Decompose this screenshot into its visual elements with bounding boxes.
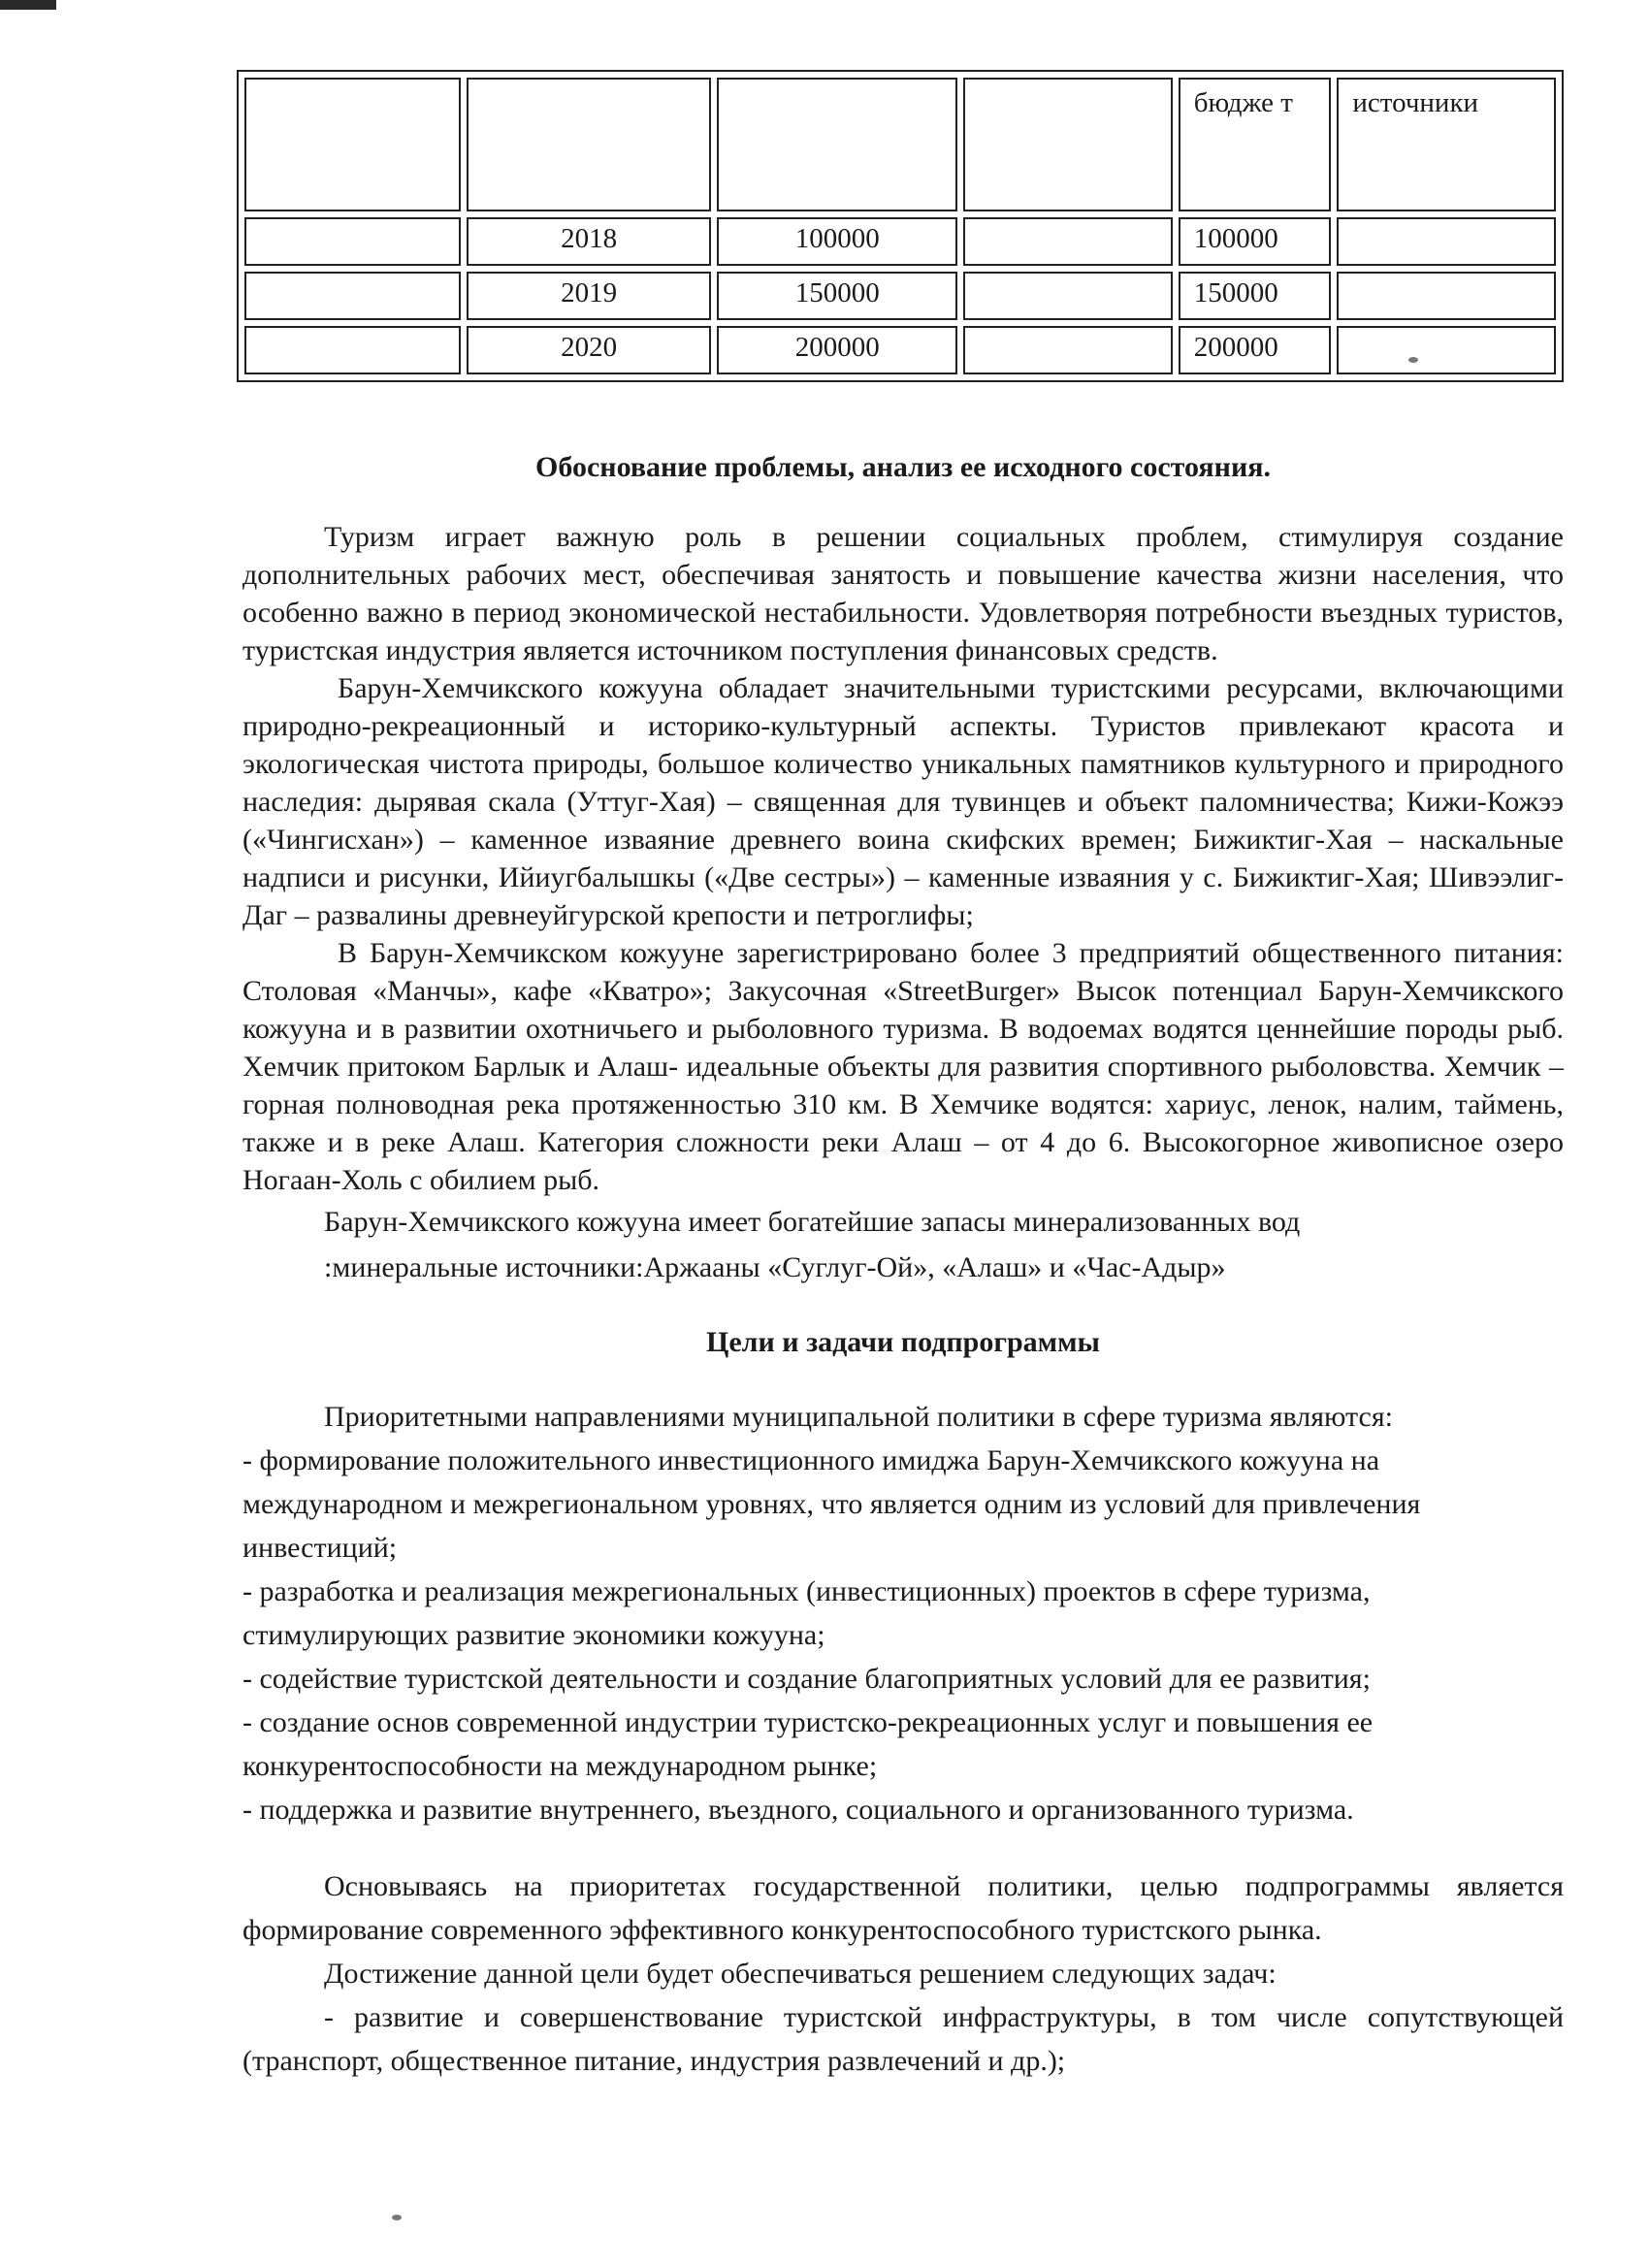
table-cell-total: 100000 bbox=[717, 217, 957, 266]
paragraph: Барун-Хемчикского кожууна обладает значительными туристскими ресурсами, включающими природно-рекреационный и историко-культурный аспекты. Туристов привлекают красота и экологическая чистота природы, большое количество уникальных памятников культурного и природного наследия: дырявая скала (Уттуг-Хая) – священная для тувинцев и объект паломничества; Кижи-Кожээ («Чингисхан») – каменное изваяние древнего воина скифских времен; Бижиктиг-Хая – наскальные надписи и рисунки, Ийиугбалышкы («Две сестры») – каменные изваяния у с. Бижиктиг-Хая; Шивээлиг-Даг – развалины древнеуйгурской крепости и петроглифы; bbox=[242, 672, 1564, 931]
table-cell-total: 150000 bbox=[717, 272, 957, 320]
list-item: - развитие и совершенствование туристской инфраструктуры, в том числе сопутствующей (транспорт, общественное питание, индустрия развлечений и др.); bbox=[242, 2001, 1564, 2077]
document-page bbox=[242, 70, 1564, 2083]
section-heading-goals: Цели и задачи подпрограммы bbox=[706, 1326, 1100, 1358]
goals-intro: Приоритетными направлениями муниципальной политики в сфере туризма являются: bbox=[324, 1401, 1393, 1433]
table-cell bbox=[963, 326, 1173, 374]
table-row bbox=[244, 217, 1556, 266]
table-cell-budget: 150000 bbox=[1179, 272, 1332, 320]
table-cell-sources bbox=[1337, 326, 1556, 374]
table-cell bbox=[244, 217, 461, 266]
table-header-cell bbox=[963, 78, 1173, 211]
table-header-row bbox=[244, 78, 1556, 211]
table-cell-year: 2019 bbox=[467, 272, 711, 320]
paragraph: В Барун-Хемчикском кожууне зарегистрировано более 3 предприятий общественного питания: Столовая «Манчы», кафе «Кватро»; Закусочная «StreetBurger» Высок потенциал Барун-Хемчикского кожууна и в развитии охотничьего и рыболовного туризма. В водоемах водятся ценнейшие породы рыб. Хемчик притоком Барлык и Алаш- идеальные объекты для развития спортивного рыболовства. Хемчик – горная полноводная река протяженностью 310 км. В Хемчике водятся: хариус, ленок, налим, таймень, также и в реке Алаш. Категория сложности реки Алаш – от 4 до 6. Высокогорное живописное озеро Ногаан-Холь с обилием рыб. bbox=[242, 937, 1564, 1196]
goal-statement bbox=[242, 1864, 1564, 2083]
table-cell-year: 2018 bbox=[467, 217, 711, 266]
table-header-cell bbox=[467, 78, 711, 211]
scan-corner-mark bbox=[0, 0, 56, 10]
list-item: - формирование положительного инвестиционного имиджа Барун-Хемчикского кожууна на международном и межрегиональном уровнях, что является одним из условий для привлечения инвестиций; bbox=[242, 1444, 1421, 1564]
table-row bbox=[244, 326, 1556, 374]
table-row bbox=[244, 272, 1556, 320]
table-cell bbox=[244, 272, 461, 320]
table-cell-year: 2020 bbox=[467, 326, 711, 374]
budget-table bbox=[237, 70, 1564, 382]
table-cell-sources bbox=[1337, 272, 1556, 320]
scan-speck bbox=[1408, 357, 1418, 363]
paragraph: Достижение данной цели будет обеспечиваться решением следующих задач: bbox=[324, 1958, 1277, 1990]
table-header-cell bbox=[717, 78, 957, 211]
table-cell-budget: 100000 bbox=[1179, 217, 1332, 266]
list-item: - разработка и реализация межрегиональных (инвестиционных) проектов в сфере туризма, стимулирующих развитие экономики кожууна; bbox=[242, 1575, 1371, 1651]
mineral-springs-note bbox=[242, 1199, 1564, 1290]
paragraph: Основываясь на приоритетах государственной политики, целью подпрограммы является формирование современного эффективного конкурентоспособного туристского рынка. bbox=[242, 1870, 1564, 1946]
table-header-cell bbox=[244, 78, 461, 211]
table-cell-sources bbox=[1337, 217, 1556, 266]
scan-speck bbox=[392, 2215, 402, 2220]
list-item: - поддержка и развитие внутреннего, въездного, социального и организованного туризма. bbox=[242, 1794, 1354, 1826]
table-header-cell-budget: бюдже т bbox=[1179, 78, 1332, 211]
table-cell-budget: 200000 bbox=[1179, 326, 1332, 374]
goals-list bbox=[242, 1395, 1564, 1831]
paragraph: Барун-Хемчикского кожууна имеет богатейшие запасы минерализованных вод bbox=[324, 1206, 1301, 1238]
section-problem-body bbox=[242, 518, 1564, 1199]
paragraph: Туризм играет важную роль в решении социальных проблем, стимулируя создание дополнительных рабочих мест, обеспечивая занятость и повышение качества жизни населения, что особенно важно в период экономической нестабильности. Удовлетворяя потребности въездных туристов, туристская индустрия является источником поступления финансовых средств. bbox=[242, 521, 1564, 666]
paragraph: :минеральные источники:Аржааны «Суглуг-Ой», «Алаш» и «Час-Адыр» bbox=[324, 1251, 1226, 1283]
list-item: - создание основ современной индустрии туристско-рекреационных услуг и повышения ее конкурентоспособности на международном рынке; bbox=[242, 1706, 1374, 1782]
table-cell-total: 200000 bbox=[717, 326, 957, 374]
table-cell bbox=[963, 217, 1173, 266]
list-item: - содействие туристской деятельности и создание благоприятных условий для ее развития; bbox=[242, 1663, 1371, 1695]
table-cell bbox=[963, 272, 1173, 320]
table-cell bbox=[244, 326, 461, 374]
table-header-cell-sources: источники bbox=[1337, 78, 1556, 211]
section-heading-problem: Обоснование проблемы, анализ ее исходного состояния. bbox=[535, 451, 1271, 483]
